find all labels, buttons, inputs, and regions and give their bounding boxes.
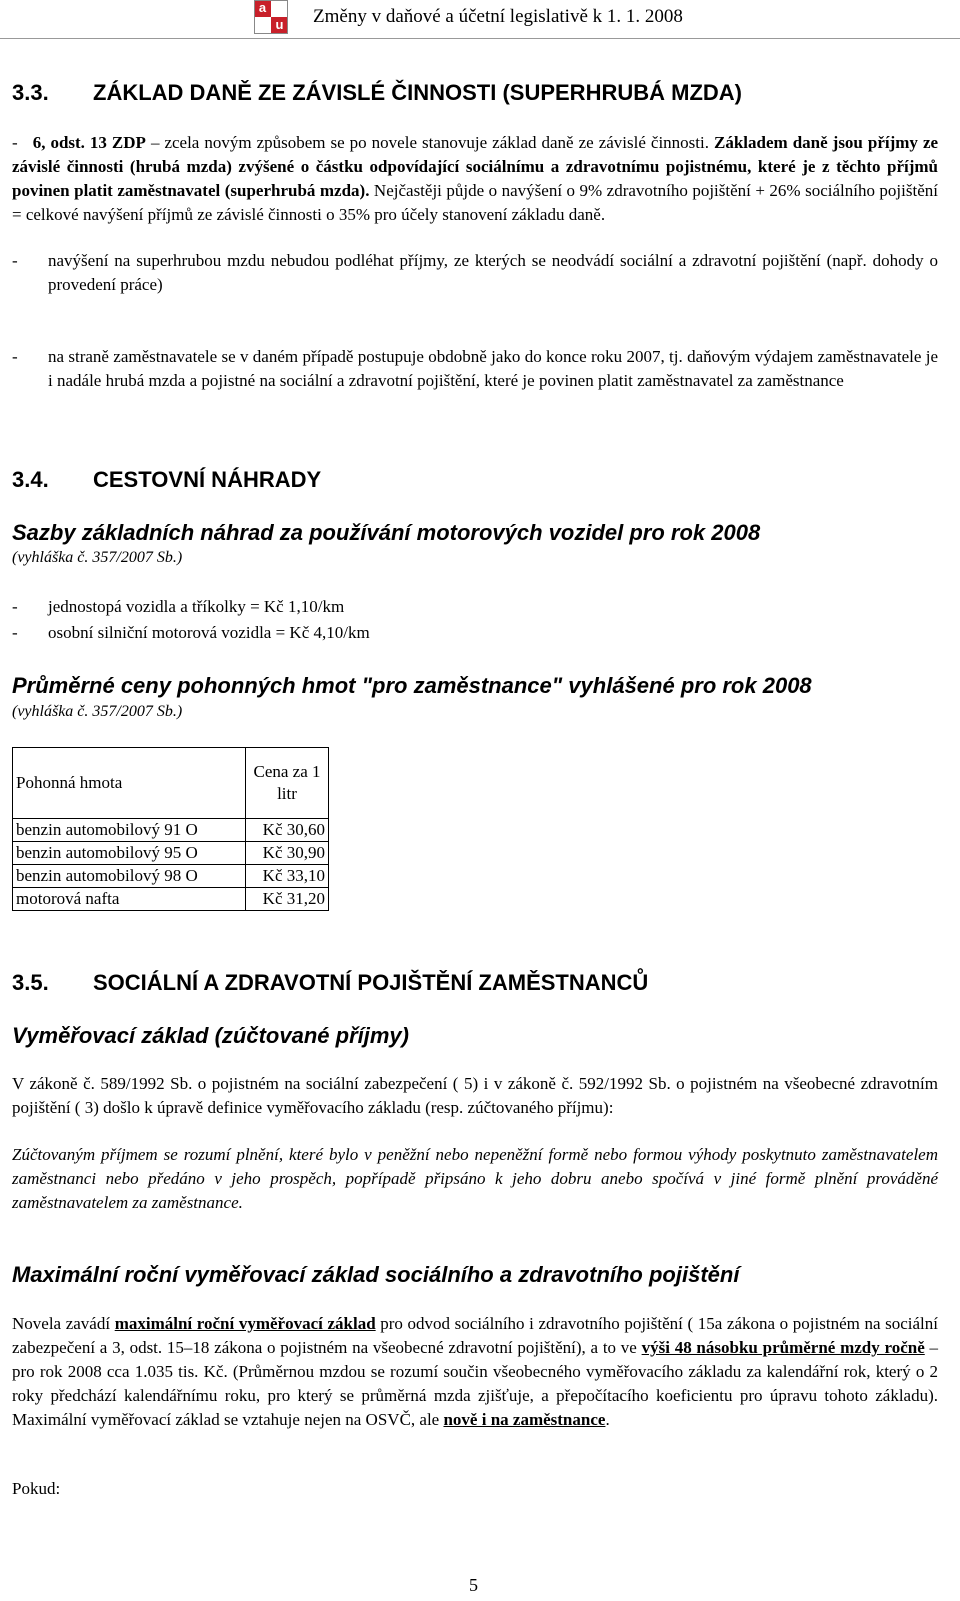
table-cell: Kč 30,90 bbox=[246, 842, 329, 865]
paragraph-max-zaklad bbox=[12, 1312, 938, 1432]
bullet-text: na straně zaměstnavatele se v daném případě postupuje obdobně jako do konce roku 2007, tj. daňovým výdajem zaměstnavatele je i nadále hrubá mzda a pojistné na sociální a zdravotní pojištění, které je povinen platit zaměstnavatel za zaměstnance bbox=[48, 347, 938, 390]
section-heading-3-4 bbox=[12, 467, 321, 493]
logo-frame bbox=[254, 0, 288, 34]
rates-source: (vyhláška č. 357/2007 Sb.) bbox=[12, 549, 183, 566]
rates-title: Sazby základních náhrad za používání motorových vozidel pro rok 2008 bbox=[12, 520, 761, 545]
paragraph-zuctovany-prijem bbox=[12, 1143, 938, 1215]
fuel-title: Průměrné ceny pohonných hmot "pro zaměstnance" vyhlášené pro rok 2008 bbox=[12, 673, 812, 698]
paragraph-definition bbox=[12, 1072, 938, 1120]
superhruba-paragraph bbox=[12, 131, 938, 227]
dash: - bbox=[12, 251, 18, 270]
text-run: . bbox=[605, 1410, 610, 1429]
table-header: Cena za 1 litr bbox=[246, 748, 329, 819]
paragraph-text: Pokud: bbox=[12, 1479, 61, 1498]
table-cell: benzin automobilový 91 O bbox=[13, 819, 246, 842]
bullet-item bbox=[12, 345, 938, 393]
table-cell: motorová nafta bbox=[13, 888, 246, 911]
rate-text: osobní silniční motorová vozidla = Kč 4,10/km bbox=[48, 623, 370, 642]
section-title: CESTOVNÍ NÁHRADY bbox=[93, 467, 322, 492]
fuel-source: (vyhláška č. 357/2007 Sb.) bbox=[12, 703, 183, 720]
table-row bbox=[13, 842, 329, 865]
rate-item bbox=[12, 595, 938, 619]
section-title: ZÁKLAD DANĚ ZE ZÁVISLÉ ČINNOSTI (SUPERHRUBÁ MZDA) bbox=[93, 80, 742, 105]
header-divider bbox=[0, 38, 960, 39]
increase-text: Nejčastěji půjde o navýšení o 9% zdravotního pojištění + 26% sociálního pojištění = celkové navýšení příjmů ze závislé činnosti o 35% pro účely stanovení základu daně. bbox=[12, 181, 938, 224]
bullet-text: navýšení na superhrubou mzdu nebudou podléhat příjmy, ze kterých se neodvádí sociální a zdravotní pojištění (např. dohody o provedení práce) bbox=[48, 251, 938, 294]
dash: - bbox=[12, 133, 18, 152]
rate-item bbox=[12, 621, 938, 645]
page-number: 5 bbox=[469, 1575, 478, 1595]
table-cell: benzin automobilový 98 O bbox=[13, 865, 246, 888]
section-number: 3.5. bbox=[12, 970, 49, 995]
paragraph-text: Zúčtovaným příjmem se rozumí plnění, které bylo v peněžní nebo nepeněžní formě nebo formou výhody poskytnuto zaměstnavatelem zaměstnanci nebo předáno v jeho prospěch, popřípadě připsáno k jeho dobru anebo spočívá v jiné formě plnění prováděné zaměstnavatelem za zaměstnance. bbox=[12, 1145, 938, 1212]
section-heading-3-3 bbox=[12, 80, 742, 106]
paragraph-text: V zákoně č. 589/1992 Sb. o pojistném na sociální zabezpečení ( 5) i v zákoně č. 592/1992 Sb. o pojistném na všeobecné zdravotním pojištění ( 3) došlo k úpravě definice vyměřovacího základu (resp. zúčtovaného příjmu): bbox=[12, 1074, 938, 1117]
emphasis-max-zaklad: maximální roční vyměřovací základ bbox=[114, 1314, 376, 1333]
table-cell: benzin automobilový 95 O bbox=[13, 842, 246, 865]
law-reference: 6, odst. 13 ZDP bbox=[32, 133, 146, 152]
dash: - bbox=[12, 597, 18, 616]
table-cell: Kč 33,10 bbox=[246, 865, 329, 888]
au-logo bbox=[254, 0, 288, 34]
table-header-row bbox=[13, 748, 329, 819]
page-header bbox=[0, 0, 960, 40]
section-title: SOCIÁLNÍ A ZDRAVOTNÍ POJIŠTĚNÍ ZAMĚSTNANCŮ bbox=[93, 970, 649, 995]
paragraph-pokud bbox=[12, 1477, 938, 1501]
lead-text: – zcela novým způsobem se po novele stanovuje základ daně ze závislé činnosti. bbox=[145, 133, 709, 152]
definition-bold: Základem daně jsou příjmy ze závislé činnosti (hrubá mzda) zvýšené o částku odpovídající sociálnímu a zdravotnímu pojistnému, které je z těchto příjmů povinen platit zaměstnavatel (superhrubá mzda). bbox=[12, 133, 939, 200]
table-cell: Kč 30,60 bbox=[246, 819, 329, 842]
text-run: pro odvod sociálního i zdravotního pojištění ( 15a zákona o pojistném na sociální zabezpečení a 3, odst. 15–18 zákona o pojistném na všeobecné zdravotní pojištění), a to ve bbox=[12, 1314, 938, 1357]
emphasis-48-nasobek: výši 48 násobku průměrné mzdy ročně bbox=[641, 1338, 925, 1357]
table-cell: Kč 31,20 bbox=[246, 888, 329, 911]
table-row bbox=[13, 819, 329, 842]
logo-cell: a bbox=[254, 0, 271, 17]
table-row bbox=[13, 865, 329, 888]
section-number: 3.4. bbox=[12, 467, 49, 492]
bullet-item bbox=[12, 249, 938, 297]
logo-cell: u bbox=[271, 17, 288, 34]
dash: - bbox=[12, 623, 18, 642]
section-heading-3-5 bbox=[12, 970, 648, 996]
dash: - bbox=[12, 347, 18, 366]
rate-text: jednostopá vozidla a tříkolky = Kč 1,10/km bbox=[48, 597, 345, 616]
emphasis-zamestnance: nově i na zaměstnance bbox=[443, 1410, 606, 1429]
subheading-vymerovaci-zaklad: Vyměřovací základ (zúčtované příjmy) bbox=[12, 1023, 409, 1048]
header-title: Změny v daňové a účetní legislativě k 1. 1. 2008 bbox=[313, 6, 683, 27]
subheading-max-zaklad: Maximální roční vyměřovací základ sociálního a zdravotního pojištění bbox=[12, 1262, 740, 1287]
text-run: Novela zavádí bbox=[12, 1314, 115, 1333]
table-header: Pohonná hmota bbox=[13, 748, 246, 819]
section-number: 3.3. bbox=[12, 80, 49, 105]
table-row bbox=[13, 888, 329, 911]
text-run: – pro rok 2008 cca 1.035 tis. Kč. (Průměrnou mzdou se rozumí součin všeobecného vyměřovacího základu za kalendářní rok, který o 2 roky předchází kalendářnímu roku, pro který se průměrná mzda zjišťuje, a přepočítacího koeficientu pro úpravu tohoto základu). Maximální vyměřovací základ se vztahuje nejen na OSVČ, ale bbox=[12, 1338, 939, 1429]
fuel-price-table bbox=[12, 747, 329, 911]
